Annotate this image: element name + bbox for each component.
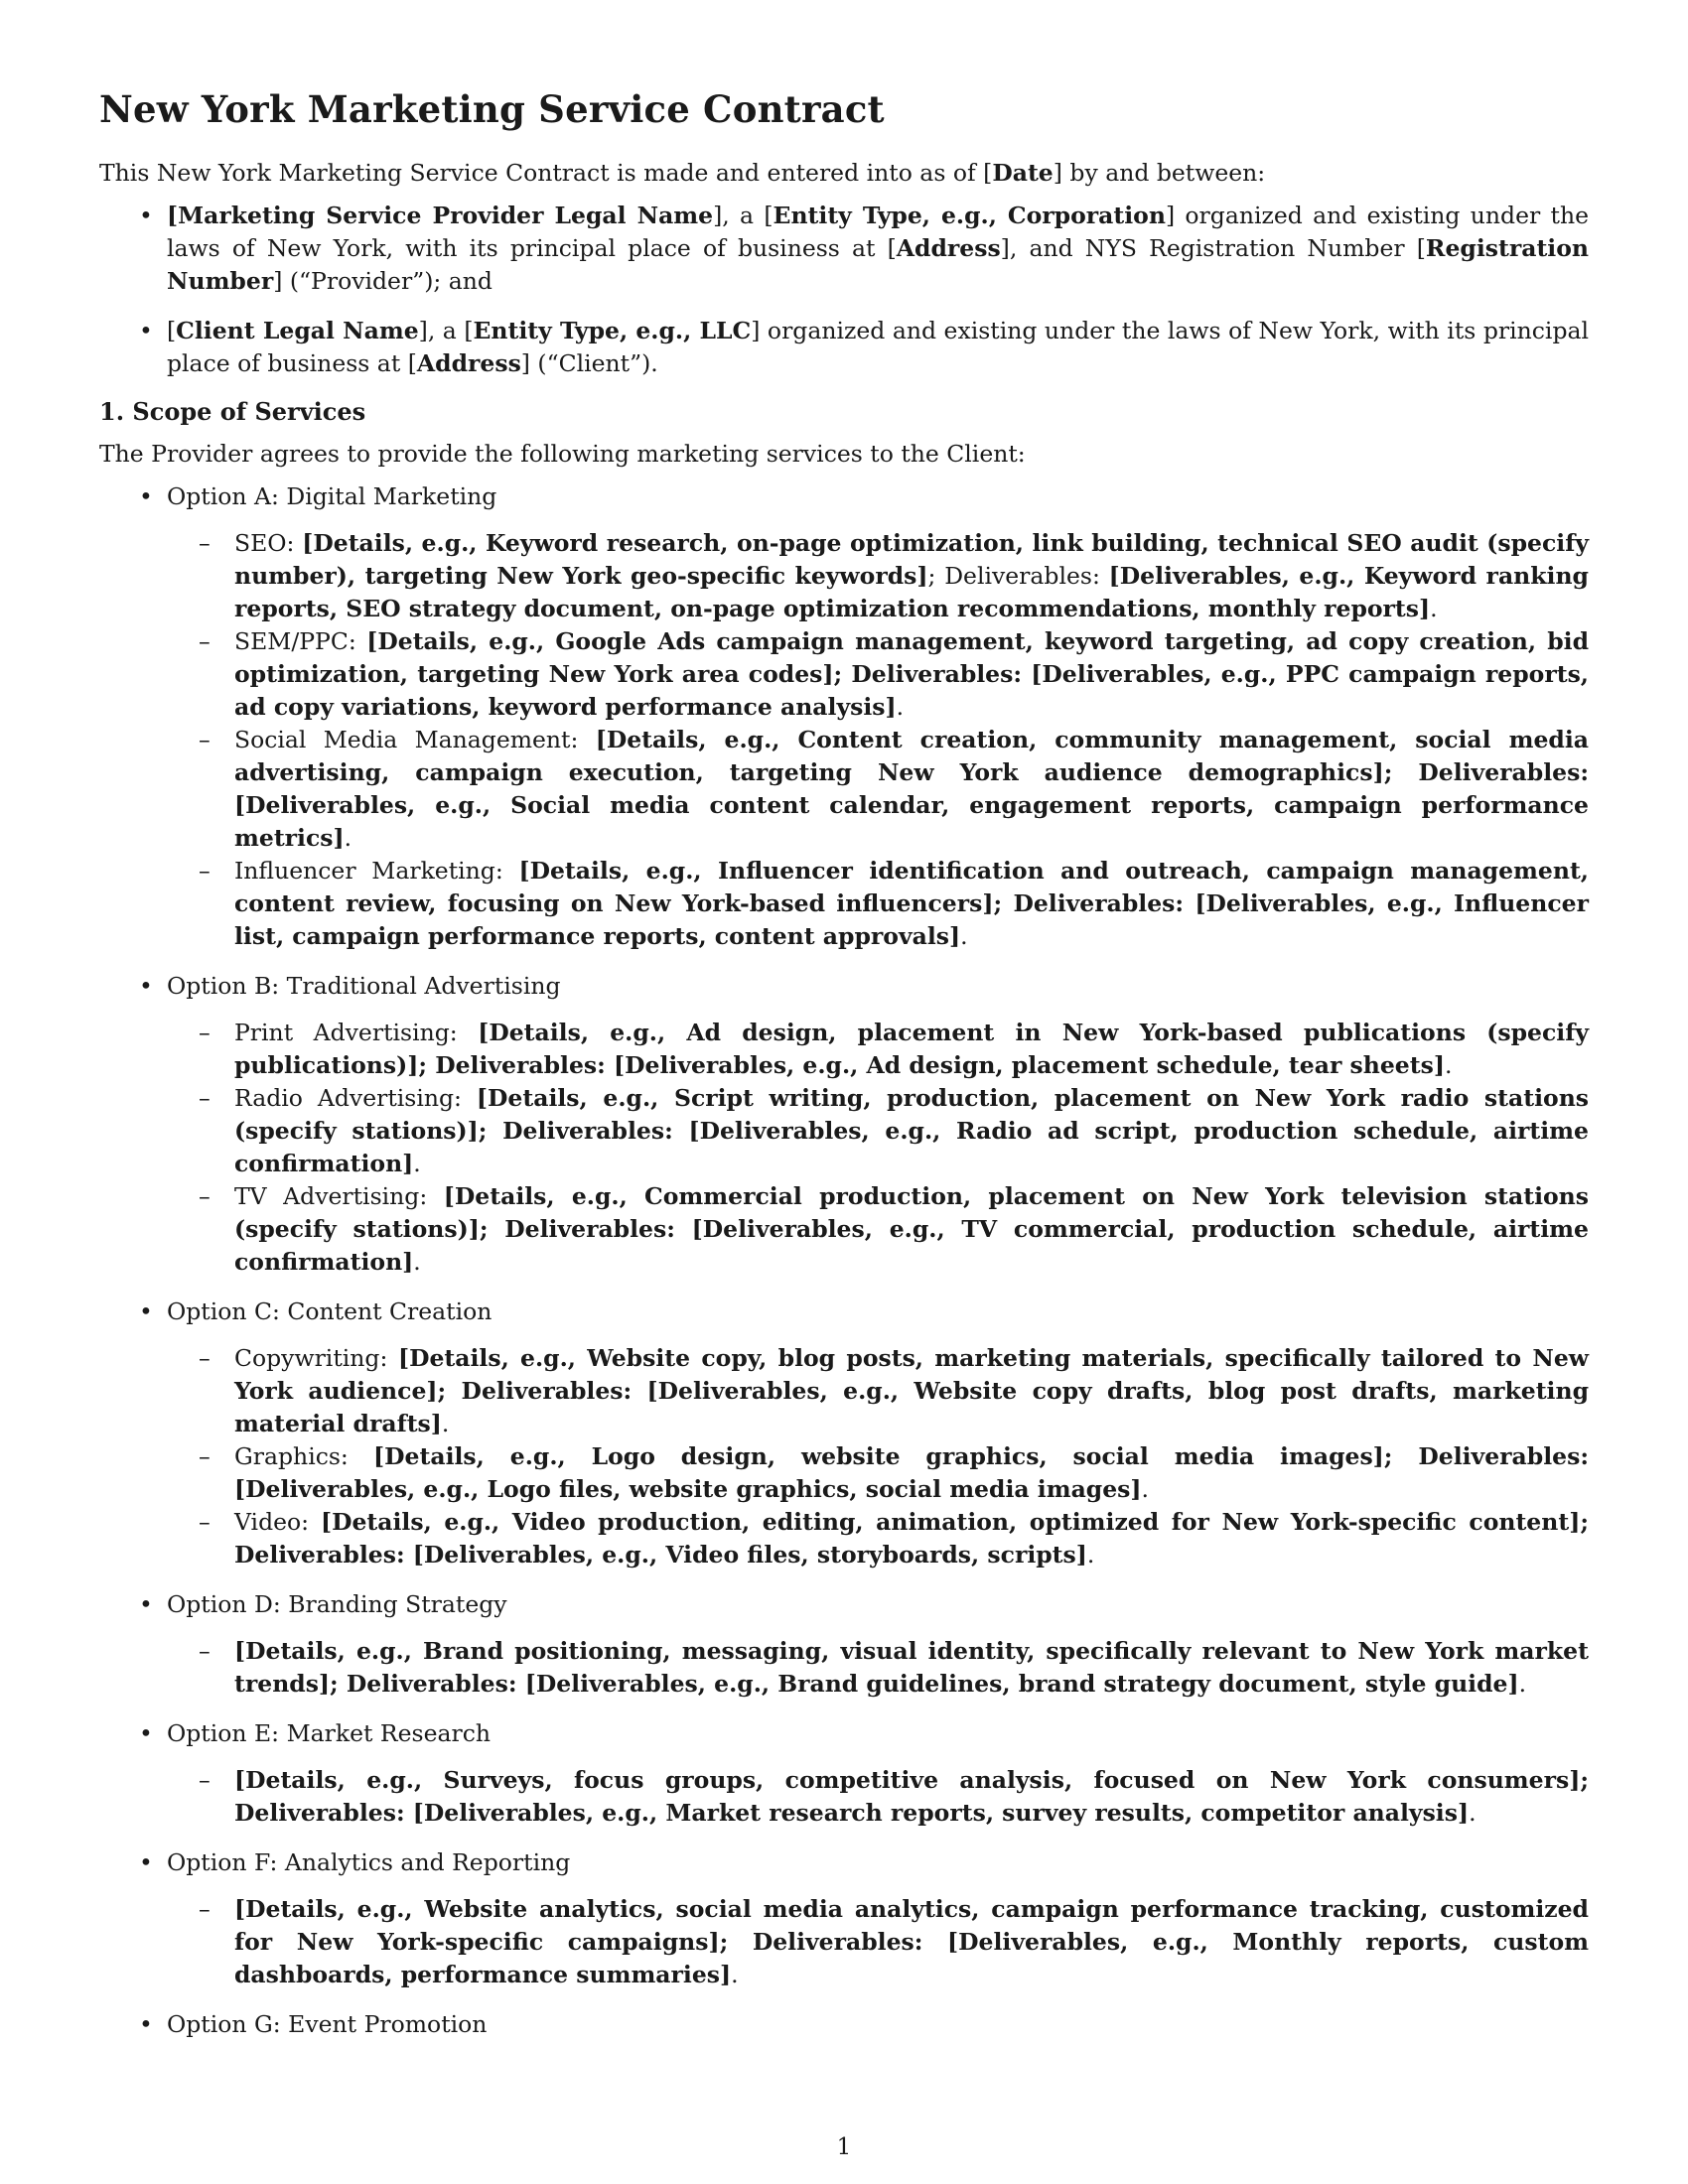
service-name: Video: [234,1508,321,1536]
provider-address-placeholder: Address [896,234,1001,262]
service-end: . [344,824,352,852]
parties-list [99,200,1589,380]
service-name: Radio Advertising: [234,1084,477,1112]
option-label: Option F: Analytics and Reporting [167,1848,571,1876]
document-page [99,87,1589,2058]
service-details: [Details, e.g., Ad design, placement in New York-based publications (specify publications)]; Deliverables: [Deliverables, e.g., Ad design, placement schedule, tear sheets] [234,1019,1589,1079]
document-title: New York Marketing Service Contract [99,87,885,131]
service-item [234,1082,1589,1180]
client-entity-placeholder: Entity Type, e.g., LLC [473,317,752,344]
service-item [234,1506,1589,1571]
service-end: . [413,1150,421,1177]
service-details: [Details, e.g., Logo design, website graphics, social media images]; Deliverables: [Deliverables, e.g., Logo files, website graphics, social media images] [234,1442,1589,1503]
service-sublist [105,1342,1589,1571]
section-heading-scope: 1. Scope of Services [99,397,366,426]
service-name: TV Advertising: [234,1182,444,1210]
service-end: . [1444,1051,1453,1079]
option-item [167,1717,1589,1830]
service-end: . [1430,595,1438,622]
provider-name-placeholder: Marketing Service Provider Legal Name [178,202,714,229]
service-details: [Details, e.g., Website analytics, social media analytics, campaign performance tracking, customized for New York-specific campaigns]; Deliverables: [Deliverables, e.g., Monthly reports, custom dashboards, performance summaries] [234,1895,1589,1988]
option-label: Option C: Content Creation [167,1297,492,1325]
provider-entity-placeholder: Entity Type, e.g., Corporation [773,202,1166,229]
service-details: [Details, e.g., Keyword research, on-page optimization, link building, technical SEO audit (specify number), targeting New York geo-specific keywords] [234,529,1589,590]
option-item [167,1588,1589,1701]
service-item [234,1342,1589,1440]
service-end: . [413,1248,421,1276]
service-end: . [1141,1475,1150,1503]
service-name: Graphics: [234,1442,374,1470]
option-item [167,1296,1589,1571]
service-name: Influencer Marketing: [234,857,519,885]
service-details: [Details, e.g., Website copy, blog posts, marketing materials, specifically tailored to New York audience]; Deliverables: [Deliverables, e.g., Website copy drafts, blog post drafts, marketing material drafts] [234,1344,1590,1437]
service-item [234,1764,1589,1830]
options-list [99,480,1589,2041]
service-end: . [896,693,905,721]
service-name: Print Advertising: [234,1019,479,1046]
service-end: . [441,1410,450,1437]
service-details: [Details, e.g., Script writing, production, placement on New York radio stations (specify stations)]; Deliverables: [Deliverables, e.g., Radio ad script, production schedule, airtime confirmation] [234,1084,1590,1177]
service-item [234,855,1589,953]
service-end: . [731,1961,739,1988]
service-item [234,527,1589,625]
service-details: [Details, e.g., Video production, editing, animation, optimized for New York-specific content]; Deliverables: [Deliverables, e.g., Video files, storyboards, scripts] [234,1508,1589,1569]
service-sublist [105,1893,1589,1991]
intro-text-end: ] by and between: [1053,159,1266,187]
option-label: Option G: Event Promotion [167,2010,488,2038]
date-placeholder: Date [992,159,1054,187]
service-details: [Details, e.g., Influencer identification and outreach, campaign management, content review, focusing on New York-based influencers]; Deliverables: [Deliverables, e.g., Influencer list, campaign performance reports, content approvals] [234,857,1589,950]
service-end: . [960,922,968,950]
service-end: . [1469,1799,1477,1827]
service-details: [Details, e.g., Brand positioning, messaging, visual identity, specifically relevant to New York market trends]; Deliverables: [Deliverables, e.g., Brand guidelines, brand strategy document, style guide] [234,1637,1589,1698]
service-deliverables: [Deliverables, e.g., Keyword ranking reports, SEO strategy document, on-page optimization recommendations, monthly reports] [234,562,1589,622]
service-name: Social Media Management: [234,726,596,753]
service-details: [Details, e.g., Surveys, focus groups, competitive analysis, focused on New York consumers]; Deliverables: [Deliverables, e.g., Market research reports, survey results, competitor analysis] [234,1766,1589,1827]
service-item [234,1440,1589,1506]
option-label: Option D: Branding Strategy [167,1590,507,1618]
service-end: . [1086,1541,1095,1569]
client-name-placeholder: Client Legal Name [176,317,419,344]
service-item [234,1635,1589,1701]
service-name: SEM/PPC: [234,627,367,655]
option-item [167,2008,1589,2041]
party-provider: • [Marketing Service Provider Legal Name], a [Entity Type, e.g., Corporation] organized and existing under the laws of New York, with its principal place of business at [Address], and NYS Registration Number [Registration Number] (“Provider”); and [167,200,1589,298]
intro-text: This New York Marketing Service Contract is made and entered into as of [ [99,159,993,187]
service-sublist [105,527,1589,953]
service-details: [Details, e.g., Google Ads campaign management, keyword targeting, ad copy creation, bid optimization, targeting New York area codes]; Deliverables: [Deliverables, e.g., PPC campaign reports, ad copy variations, keyword performance analysis] [234,627,1589,721]
client-address-placeholder: Address [416,349,521,377]
party-client: • [Client Legal Name], a [Entity Type, e.g., LLC] organized and existing under the laws of New York, with its principal place of business at [Address] (“Client”). [167,315,1589,380]
option-item [167,970,1589,1279]
option-label: Option A: Digital Marketing [167,482,497,510]
option-label: Option E: Market Research [167,1719,492,1747]
service-details: [Details, e.g., Commercial production, placement on New York television stations (specify stations)]; Deliverables: [Deliverables, e.g., TV commercial, production schedule, airtime confirmation] [234,1182,1590,1276]
service-sublist [105,1635,1589,1701]
service-sep: ; Deliverables: [927,562,1109,590]
intro-paragraph [99,157,1589,190]
service-item [234,1893,1589,1991]
service-sublist [105,1764,1589,1830]
service-item [234,1180,1589,1279]
service-end: . [1518,1670,1527,1698]
service-item [234,1017,1589,1082]
provider-registration-placeholder: Registration Number [167,234,1589,295]
option-item [167,480,1589,953]
service-sublist [105,1017,1589,1279]
service-name: Copywriting: [234,1344,398,1372]
service-details: [Details, e.g., Content creation, community management, social media advertising, campaign execution, targeting New York audience demographics]; Deliverables: [Deliverables, e.g., Social media content calendar, engagement reports, campaign performance metrics] [234,726,1589,852]
service-name: SEO: [234,529,303,557]
service-item [234,724,1589,855]
option-label: Option B: Traditional Advertising [167,972,561,1000]
service-item [234,625,1589,724]
scope-lead: The Provider agrees to provide the following marketing services to the Client: [99,440,1026,468]
option-item [167,1846,1589,1991]
page-number: 1 [836,2134,852,2160]
